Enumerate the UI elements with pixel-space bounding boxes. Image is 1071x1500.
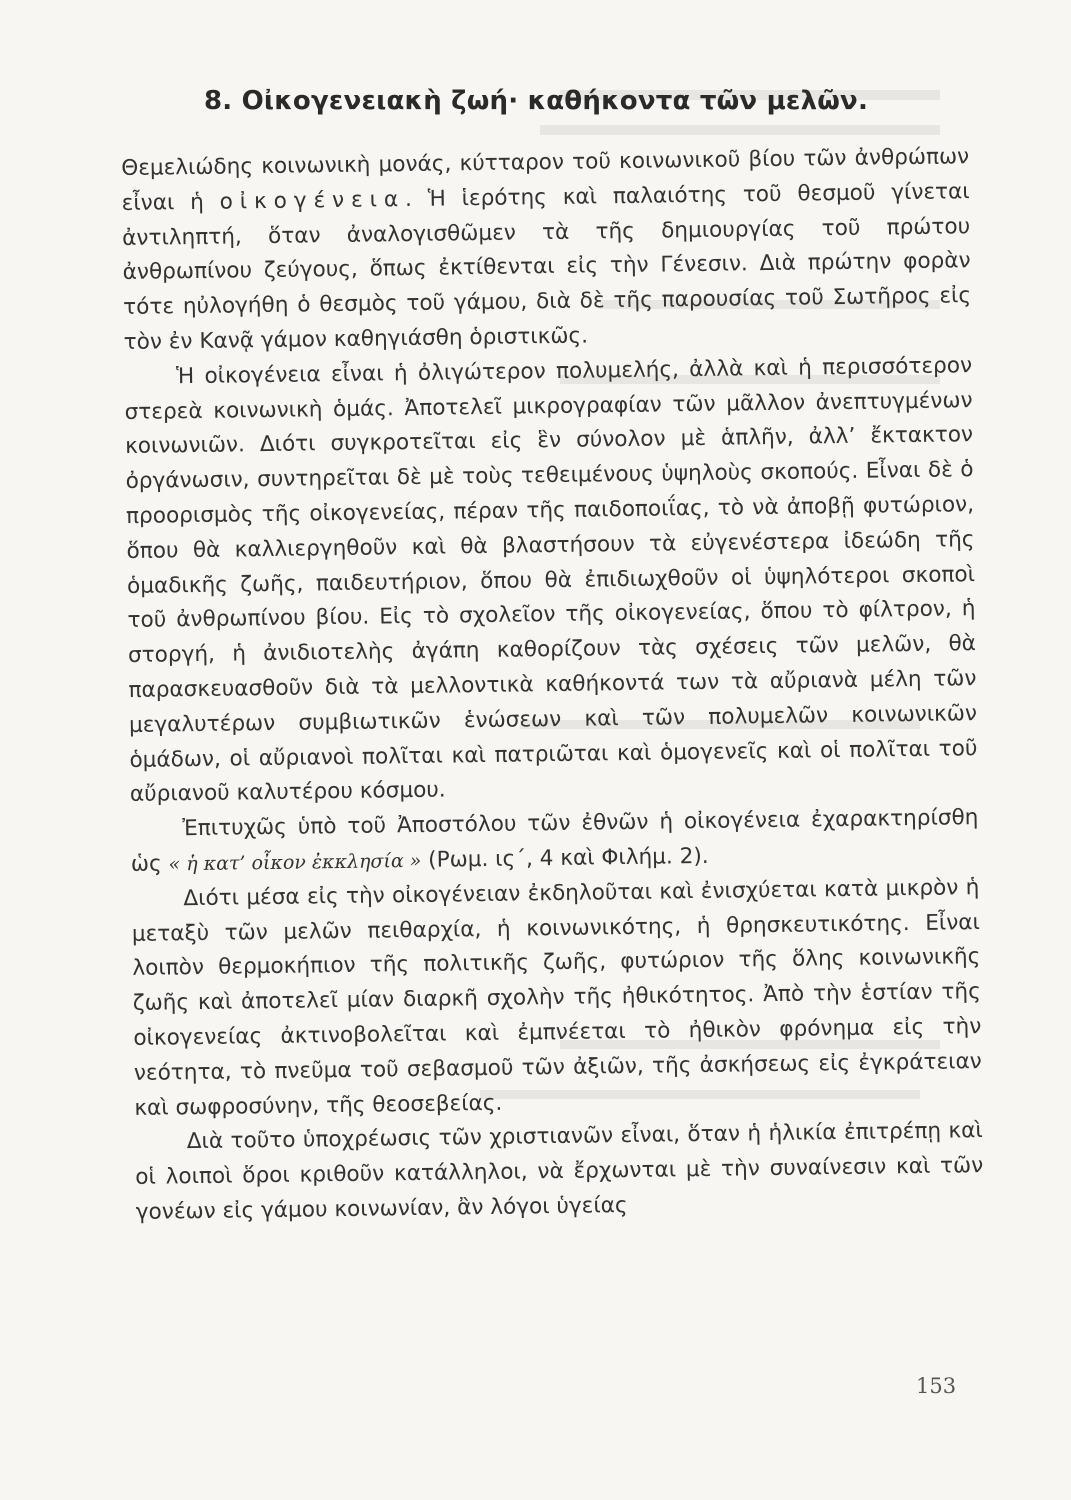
paragraph-5: Διὰ τοῦτο ὑποχρέωσις τῶν χριστιανῶν εἶναι, ὅταν ἡ ἡλικία ἐπιτρέπῃ καὶ οἱ λοιποὶ ὅροι κριθοῦν κατάλληλοι, νὰ ἔρχωνται μὲ τὴν συναίνεσιν καὶ τῶν γονέων εἰς γάμου κοινωνίαν, ἂν λόγοι ὑγείας [135, 1118, 984, 1225]
paragraph-3 [130, 801, 979, 882]
page-number: 153 [916, 1374, 957, 1398]
body-text [121, 140, 984, 1230]
paragraph-2: Ἡ οἰκογένεια εἶναι ἡ ὀλιγώτερον πολυμελής, ἀλλὰ καὶ ἡ περισσότερον στερεὰ κοινωνικὴ ὁμάς. Ἀποτελεῖ μικρογραφίαν τῶν μᾶλλον ἀνεπτυγμένων κοινωνιῶν. Διότι συγκροτεῖται εἰς ἓν σύνολον μὲ ἁπλῆν, ἀλλ’ ἔκτακτον ὀργάνωσιν, συντηρεῖται δὲ μὲ τοὺς τεθειμένους ὑψηλοὺς σκοπούς. Εἶναι δὲ ὁ προορισμὸς τῆς οἰκογενείας, πέραν τῆς παιδοποιΐας, τὸ νὰ ἀποβῇ φυτώριον, ὅπου θὰ καλλιεργηθοῦν καὶ θὰ βλαστήσουν τὰ εὐγενέστερα ἰδεώδη τῆς ὁμαδικῆς ζωῆς, παιδευτήριον, ὅπου θὰ ἐπιδιωχθοῦν οἱ ὑψηλότεροι σκοποὶ τοῦ ἀνθρωπίνου βίου. Εἰς τὸ σχολεῖον τῆς οἰκογενείας, ὅπου τὸ φίλτρον, ἡ στοργή, ἡ ἀνιδιοτελὴς ἀγάπη καθορίζουν τὰς σχέσεις τῶν μελῶν, θὰ παρασκευασθοῦν διὰ τὰ μελλοντικὰ καθήκοντά των τὰ αὔριανὰ μέλη τῶν μεγαλυτέρων συμβιωτικῶν ἑνώσεων καὶ τῶν πολυμελῶν κοινωνικῶν ὁμάδων, οἱ αὔριανοὶ πολῖται καὶ πατριῶται καὶ ὁμογενεῖς καὶ οἱ πολῖται τοῦ αὔριανοῦ καλυτέρου κόσμου. [124, 352, 978, 808]
section-title: 8. Οἰκογενειακὴ ζωή· καθήκοντα τῶν μελῶν. [204, 86, 869, 116]
paragraph-1-text: Θεμελιώδης κοινωνικὴ μονάς, κύτταρον τοῦ κοινωνικοῦ βίου τῶν ἀνθρώπων εἶναι ἡ [121, 144, 970, 216]
emphasized-term: οἰκογένεια [219, 186, 406, 215]
paragraph-4: Διότι μέσα εἰς τὴν οἰκογένειαν ἐκδηλοῦται καὶ ἐνισχύεται κατὰ μικρὸν ἡ μεταξὺ τῶν μελῶν πειθαρχία, ἡ κοινωνικότης, ἡ θρησκευτικότης. Εἶναι λοιπὸν θερμοκήπιον τῆς πολιτικῆς ζωῆς, φυτώριον τῆς ὅλης κοινωνικῆς ζωῆς καὶ ἀποτελεῖ μίαν διαρκῆ σχολὴν τῆς ἠθικότητος. Ἀπὸ τὴν ἑστίαν τῆς οἰκογενείας ἀκτινοβολεῖται καὶ ἐμπνέεται τὸ ἠθικὸν φρόνημα εἰς τὴν νεότητα, τὸ πνεῦμα τοῦ σεβασμοῦ τῶν ἀξιῶν, τῆς ἀσκήσεως εἰς ἐγκράτειαν καὶ σωφροσύνην, τῆς θεοσεβείας. [131, 874, 982, 1121]
paragraph-1-continuation: . Ἡ ἱερότης καὶ παλαιότης τοῦ θεσμοῦ γίνεται ἀντιληπτή, ὅταν ἀναλογισθῶμεν τὰ τῆς δημιουργίας τοῦ πρώτου ἀνθρωπίνου ζεύγους, ὅπως ἐκτίθενται εἰς τὴν Γένεσιν. Διὰ πρώτην φορὰν τότε ηὐλογήθη ὁ θεσμὸς τοῦ γάμου, διὰ δὲ τῆς παρουσίας τοῦ Σωτῆρος εἰς τὸν ἐν Κανᾷ γάμον καθηγιάσθη ὁριστικῶς. [122, 178, 972, 355]
paragraph-1 [121, 140, 972, 361]
quotation: « ἡ κατ’ οἶκον ἐκκλησία » [168, 849, 422, 876]
paragraph-3-text: Ἐπιτυχῶς ὑπὸ τοῦ Ἀποστόλου τῶν ἐθνῶν ἡ οἰκογένεια ἐχαρακτηρίσθη ὡς [130, 805, 979, 877]
scripture-reference: (Ρωμ. ις΄, 4 καὶ Φιλήμ. 2). [421, 843, 709, 873]
